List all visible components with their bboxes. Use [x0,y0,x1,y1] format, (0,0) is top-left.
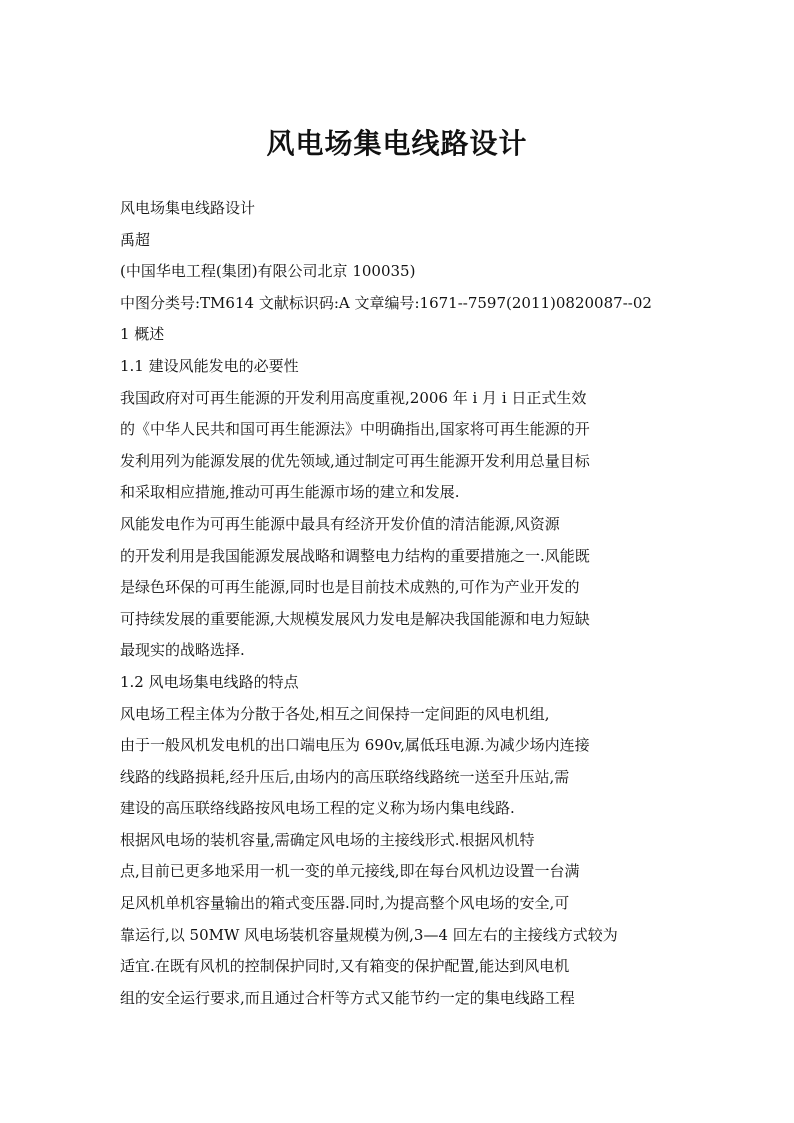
text-line: 中图分类号:TM614 文献标识码:A 文章编号:1671--7597(2011)0820087--02 [120,293,652,312]
text-line: 组的安全运行要求,而且通过合杆等方式又能节约一定的集电线路工程 [120,988,575,1007]
text-line: 和采取相应措施,推动可再生能源市场的建立和发展. [120,483,460,502]
text-line: 最现实的战略选择. [120,641,245,660]
text-line: 足风机单机容量输出的箱式变压器.同时,为提高整个风电场的安全,可 [120,894,570,913]
text-line: (中国华电工程(集团)有限公司北京 100035) [120,262,416,281]
text-line: 的开发利用是我国能源发展战略和调整电力结构的重要措施之一.风能既 [120,546,590,565]
text-line: 点,目前已更多地采用一机一变的单元接线,即在每台风机边设置一台满 [120,862,580,881]
text-line: 1 概述 [120,325,165,344]
text-line: 根据风电场的装机容量,需确定风电场的主接线形式.根据风机特 [120,830,535,849]
text-line: 1.1 建设风能发电的必要性 [120,356,299,375]
text-line: 我国政府对可再生能源的开发利用高度重视,2006 年 i 月 i 日正式生效 [120,388,587,407]
text-line: 发利用列为能源发展的优先领域,通过制定可再生能源开发利用总量目标 [120,451,590,470]
text-line: 风电场工程主体为分散于各处,相互之间保持一定间距的风电机组, [120,704,550,723]
text-line: 线路的线路损耗,经升压后,由场内的高压联络线路统一送至升压站,需 [120,767,570,786]
text-line: 风能发电作为可再生能源中最具有经济开发价值的清洁能源,风资源 [120,514,560,533]
text-line: 1.2 风电场集电线路的特点 [120,672,299,691]
text-line: 由于一般风机发电机的出口端电压为 690v,属低珏电源.为减少场内连接 [120,736,590,755]
text-line: 风电场集电线路设计 [120,199,256,217]
text-line: 靠运行,以 50MW 风电场装机容量规模为例,3—4 回左右的主接线方式较为 [120,925,618,944]
text-line: 禹超 [120,230,151,249]
text-line: 可持续发展的重要能源,大规模发展风力发电是解决我国能源和电力短缺 [120,609,590,628]
text-line: 的《中华人民共和国可再生能源法》中明确指出,国家将可再生能源的开 [120,420,590,439]
text-line: 适宜.在既有风机的控制保护同时,又有箱变的保护配置,能达到风电机 [120,957,570,976]
text-line: 建设的高压联络线路按风电场工程的定义称为场内集电线路. [120,799,515,818]
document-title: 风电场集电线路设计 [266,127,528,160]
document-body [120,193,680,1014]
text-line: 是绿色环保的可再生能源,同时也是目前技术成熟的,可作为产业开发的 [120,578,580,597]
